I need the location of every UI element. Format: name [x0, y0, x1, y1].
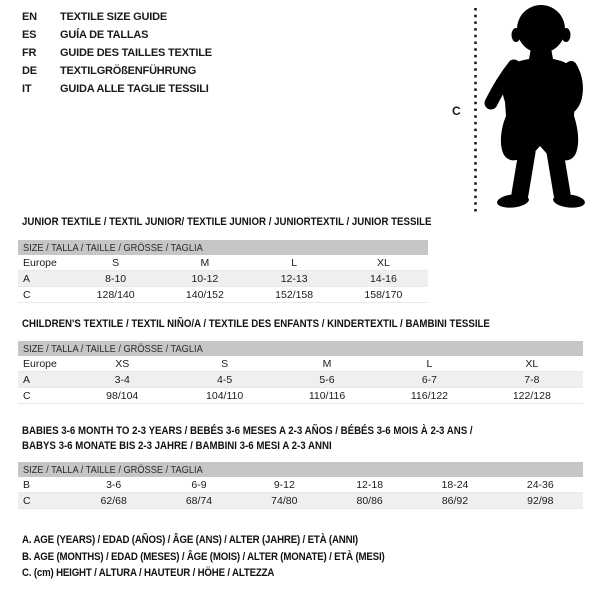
- table-header-text: SIZE / TALLA / TAILLE / GRÖSSE / TAGLIA: [23, 241, 203, 254]
- table-cell: S: [112, 256, 120, 269]
- table-cell: 3-4: [114, 373, 130, 386]
- table-cell: 80/86: [356, 494, 383, 507]
- note-b: [22, 551, 434, 568]
- height-label-c: C: [452, 104, 461, 118]
- table-cell: 10-12: [191, 272, 219, 285]
- language-code: IT: [22, 83, 32, 95]
- language-row: [22, 62, 212, 80]
- language-row: [22, 44, 212, 62]
- row-label: C: [23, 288, 31, 301]
- table-cell: 122/128: [512, 389, 551, 402]
- row-label: Europe: [23, 256, 57, 269]
- table-header-bar: [18, 462, 583, 477]
- table-row-a: [18, 271, 428, 287]
- table-cell: 92/98: [527, 494, 554, 507]
- table-row-europe: [18, 356, 583, 372]
- legend-notes: [22, 534, 434, 584]
- row-label: Europe: [23, 357, 57, 370]
- language-title: TEXTILGRÖßENFÜHRUNG: [60, 65, 197, 77]
- table-row-europe: [18, 255, 428, 271]
- table-cell: 74/80: [271, 494, 298, 507]
- row-label: C: [23, 389, 31, 402]
- junior-size-table: [18, 240, 428, 303]
- table-cell: 86/92: [441, 494, 469, 507]
- children-section-title: [22, 317, 554, 332]
- table-header-text: SIZE / TALLA / TAILLE / GRÖSSE / TAGLIA: [23, 342, 203, 355]
- language-code: DE: [22, 65, 37, 77]
- row-label: B: [23, 478, 31, 491]
- table-cell: 4-5: [217, 373, 233, 386]
- note-a: [22, 534, 434, 551]
- table-cell: 12-13: [280, 272, 308, 285]
- language-row: [22, 26, 212, 44]
- table-cell: 7-8: [524, 373, 540, 386]
- table-cell: M: [322, 357, 332, 370]
- language-title: GUIDA ALLE TAGLIE TESSILI: [60, 83, 209, 95]
- language-title: TEXTILE SIZE GUIDE: [60, 11, 168, 23]
- junior-section-title-text: JUNIOR TEXTILE / TEXTIL JUNIOR/ TEXTILE JUNIOR / JUNIORTEXTIL / JUNIOR TESSILE: [22, 216, 432, 228]
- children-section-title-text: CHILDREN'S TEXTILE / TEXTIL NIÑO/A / TEXTILE DES ENFANTS / KINDERTEXTIL / BAMBINI TESSILE: [22, 318, 490, 330]
- table-cell: L: [426, 357, 433, 370]
- table-cell: XL: [525, 357, 539, 370]
- note-c: [22, 567, 434, 584]
- table-cell: XS: [115, 357, 130, 370]
- babies-section-title: [22, 424, 534, 454]
- table-row-b: [18, 477, 583, 493]
- junior-section-title: [22, 215, 487, 230]
- language-title: GUIDE DES TAILLES TEXTILE: [60, 47, 212, 59]
- language-code: FR: [22, 47, 37, 59]
- table-cell: 140/152: [185, 288, 224, 301]
- table-cell: 98/104: [106, 389, 139, 402]
- table-cell: 62/68: [100, 494, 127, 507]
- table-cell: 116/122: [410, 389, 449, 402]
- table-cell: 12-18: [356, 478, 384, 491]
- language-code: ES: [22, 29, 37, 41]
- note-c-text: C. (cm) HEIGHT / ALTURA / HAUTEUR / HÖHE / ALTEZZA: [22, 567, 275, 579]
- table-cell: XL: [376, 256, 390, 269]
- table-header-bar: [18, 341, 583, 356]
- table-row-c: [18, 388, 583, 404]
- language-title: GUÍA DE TALLAS: [60, 29, 149, 41]
- table-cell: 24-36: [526, 478, 554, 491]
- table-cell: 18-24: [441, 478, 469, 491]
- table-cell: 6-9: [191, 478, 207, 491]
- language-list: [22, 8, 212, 98]
- language-row: [22, 80, 212, 98]
- table-cell: 110/116: [308, 389, 346, 402]
- table-cell: S: [221, 357, 229, 370]
- table-row-a: [18, 372, 583, 388]
- note-a-text: A. AGE (YEARS) / EDAD (AÑOS) / ÂGE (ANS) / ALTER (JAHRE) / ETÀ (ANNI): [22, 534, 358, 546]
- row-label: C: [23, 494, 31, 507]
- table-cell: 128/140: [96, 288, 135, 301]
- note-b-text: B. AGE (MONTHS) / EDAD (MESES) / ÂGE (MOIS) / ALTER (MONATE) / ETÀ (MESI): [22, 550, 385, 563]
- table-row-c: [18, 493, 583, 509]
- table-cell: 5-6: [319, 373, 335, 386]
- row-label: A: [23, 373, 31, 386]
- table-cell: M: [200, 256, 210, 269]
- table-cell: 9-12: [273, 478, 295, 491]
- table-cell: 14-16: [369, 272, 397, 285]
- babies-section-title-line1: BABIES 3-6 MONTH TO 2-3 YEARS / BEBÉS 3-6 MESES A 2-3 AÑOS / BÉBÉS 3-6 MOIS À 2-3 ANS /: [22, 425, 473, 437]
- babies-size-table: [18, 462, 583, 509]
- language-code: EN: [22, 11, 37, 23]
- baby-silhouette-icon: [484, 4, 596, 210]
- table-cell: 68/74: [185, 494, 213, 507]
- table-header-bar: [18, 240, 428, 255]
- table-cell: 8-10: [105, 272, 127, 285]
- table-cell: 3-6: [106, 478, 122, 491]
- height-measure-dotted-line: [473, 6, 479, 214]
- babies-section-title-line2: BABYS 3-6 MONATE BIS 2-3 JAHRE / BAMBINI 3-6 MESI A 2-3 ANNI: [22, 440, 332, 452]
- table-cell: 152/158: [275, 288, 314, 301]
- table-cell: 104/110: [206, 389, 244, 402]
- table-cell: 158/170: [364, 288, 403, 301]
- table-row-c: [18, 287, 428, 303]
- children-size-table: [18, 341, 583, 404]
- table-header-text: SIZE / TALLA / TAILLE / GRÖSSE / TAGLIA: [23, 463, 203, 476]
- row-label: A: [23, 272, 31, 285]
- language-row: [22, 8, 212, 26]
- table-cell: 6-7: [421, 373, 438, 386]
- table-cell: L: [291, 256, 298, 269]
